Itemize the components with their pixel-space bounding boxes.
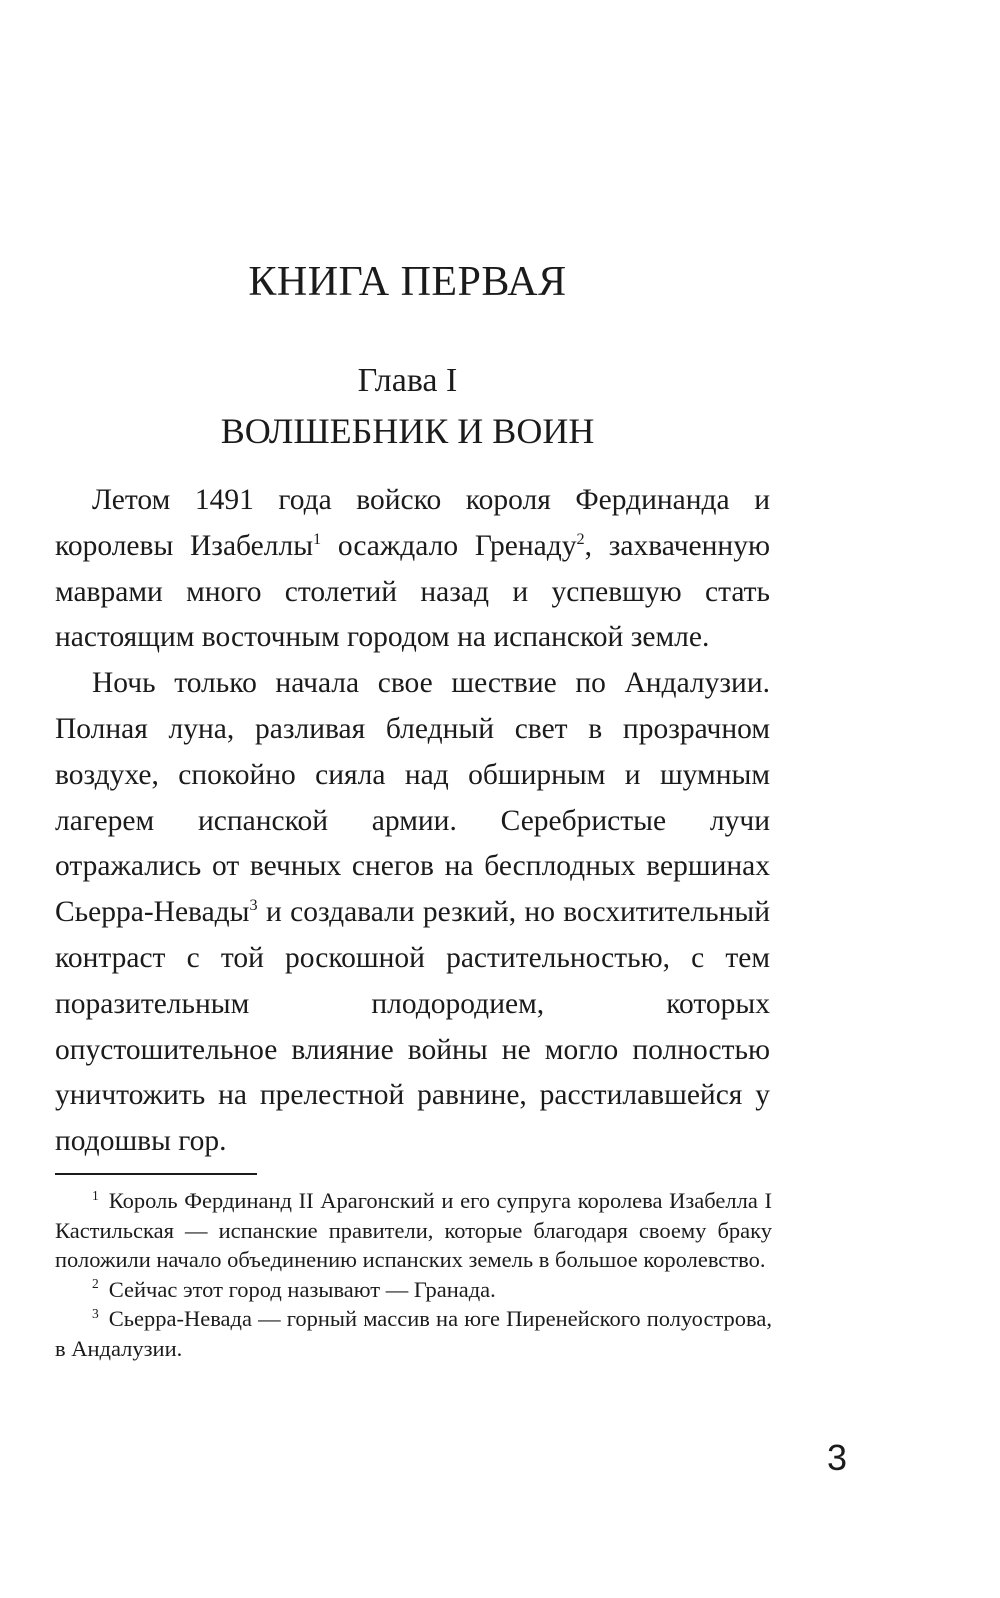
footnote-text: Сьерра-Невада — горный массив на юге Пиренейского полуострова, в Андалузии. — [55, 1306, 772, 1361]
page-number: 3 — [827, 1437, 848, 1478]
footnote — [55, 1304, 772, 1363]
footnote-mark: 2 — [92, 1276, 99, 1291]
body-text — [55, 478, 770, 1165]
paragraph — [55, 478, 770, 661]
paragraph-text: , захваченную маврами много столетий назад и успевшую стать настоящим восточным городом на испанской земле. — [55, 529, 770, 654]
footnote-mark: 3 — [92, 1305, 99, 1321]
chapter-label: Глава I — [357, 362, 458, 399]
paragraph-text: Летом 1491 года войско короля Фердинанда и королевы Изабеллы — [55, 484, 770, 562]
footnotes — [55, 1186, 772, 1363]
footnote-reference: 2 — [576, 529, 585, 548]
footnote-reference: 1 — [313, 529, 322, 548]
paragraph — [55, 661, 770, 1165]
footnote-divider — [55, 1173, 257, 1175]
footnote-text: Сейчас этот город называют — Гранада. — [108, 1276, 496, 1302]
footnote — [55, 1275, 772, 1305]
book-title: КНИГА ПЕРВАЯ — [248, 259, 567, 305]
footnote — [55, 1186, 772, 1275]
chapter-title: ВОЛШЕБНИК И ВОИН — [220, 411, 595, 451]
footnote-text: Король Фердинанд II Арагонский и его супруга королева Изабелла I Кастильская — испанские правители, которые благодаря своему браку положили начало объединению испанских земель в большое королевство. — [55, 1188, 772, 1272]
paragraph-text: Ночь только начала свое шествие по Андалузии. Полная луна, разливая бледный свет в прозрачном воздухе, спокойно сияла над обширным и шумным лагерем испанской армии. Серебристые лучи отражались от вечных снегов на бесплодных вершинах Сьерра-Невады — [55, 667, 770, 929]
footnote-reference: 3 — [249, 896, 258, 915]
paragraph-text: и создавали резкий, но восхитительный контраст с той роскошной растительностью, с тем поразительным плодородием, которых опустошительное влияние войны не могло полностью уничтожить на прелестной равнине, расстилавшейся у подошвы гор. — [55, 896, 770, 1158]
paragraph-text: осаждало Гренаду — [321, 529, 577, 562]
footnote-mark: 1 — [92, 1187, 99, 1203]
